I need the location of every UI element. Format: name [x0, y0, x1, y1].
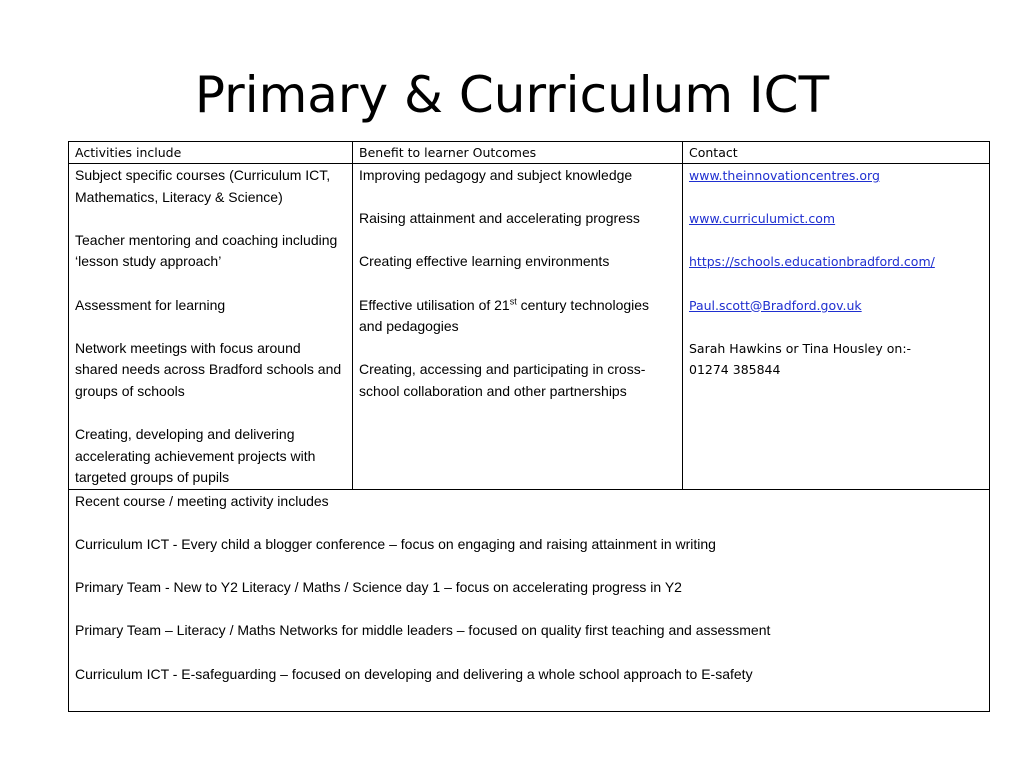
recent-item: Primary Team - New to Y2 Literacy / Maths / Science day 1 – focus on accelerating progress in Y2: [75, 579, 682, 596]
email-link[interactable]: Paul.scott@Bradford.gov.uk: [689, 297, 862, 313]
benefits-cell: [353, 164, 683, 490]
recent-item: Curriculum ICT - Every child a blogger conference – focus on engaging and raising attainment in writing: [75, 536, 716, 553]
contact-names: Sarah Hawkins or Tina Housley on:-: [689, 340, 912, 356]
benefit-text-pre: Effective utilisation of 21: [359, 296, 510, 313]
header-activities: Activities include: [69, 142, 353, 164]
recent-item: Primary Team – Literacy / Maths Networks for middle leaders – focused on quality first teaching and assessment: [75, 622, 771, 639]
recent-row: [69, 489, 990, 711]
activity-item: Creating, developing and delivering accelerating achievement projects with targeted groups of pupils: [75, 426, 316, 486]
header-contact: Contact: [683, 142, 990, 164]
benefit-item: Raising attainment and accelerating progress: [359, 210, 640, 227]
activity-item: Assessment for learning: [75, 296, 226, 313]
content-row: [69, 164, 990, 490]
info-table: [68, 141, 990, 712]
benefit-item: Improving pedagogy and subject knowledge: [359, 167, 633, 183]
activity-item: Teacher mentoring and coaching including ‘lesson study approach’: [75, 231, 338, 270]
contact-phone: 01274 385844: [689, 362, 781, 378]
curriculum-ict-link[interactable]: www.curriculumict.com: [689, 211, 836, 227]
recent-activity-cell: [69, 489, 990, 711]
header-row: [69, 142, 990, 164]
benefit-item: [359, 295, 676, 338]
benefit-item: Creating effective learning environments: [359, 253, 610, 270]
activity-item: Subject specific courses (Curriculum ICT, Mathematics, Literacy & Science): [75, 167, 331, 205]
benefit-superscript: st: [509, 295, 517, 306]
activities-cell: [69, 164, 353, 490]
benefit-text-post: century technologies and pedagogies: [359, 296, 650, 335]
slide-title: Primary & Curriculum ICT: [194, 66, 830, 124]
benefit-item: Creating, accessing and participating in cross-school collaboration and other partnerships: [359, 361, 646, 399]
innovation-centres-link[interactable]: www.theinnovationcentres.org: [689, 168, 880, 183]
recent-heading: Recent course / meeting activity includes: [75, 492, 329, 509]
contact-cell: [683, 164, 990, 490]
education-bradford-link[interactable]: https://schools.educationbradford.com/: [689, 254, 935, 270]
recent-item: Curriculum ICT - E-safeguarding – focused on developing and delivering a whole school approach to E-safety: [75, 665, 753, 682]
activity-item: Network meetings with focus around shared needs across Bradford schools and groups of schools: [75, 339, 342, 399]
header-benefits: Benefit to learner Outcomes: [353, 142, 683, 164]
